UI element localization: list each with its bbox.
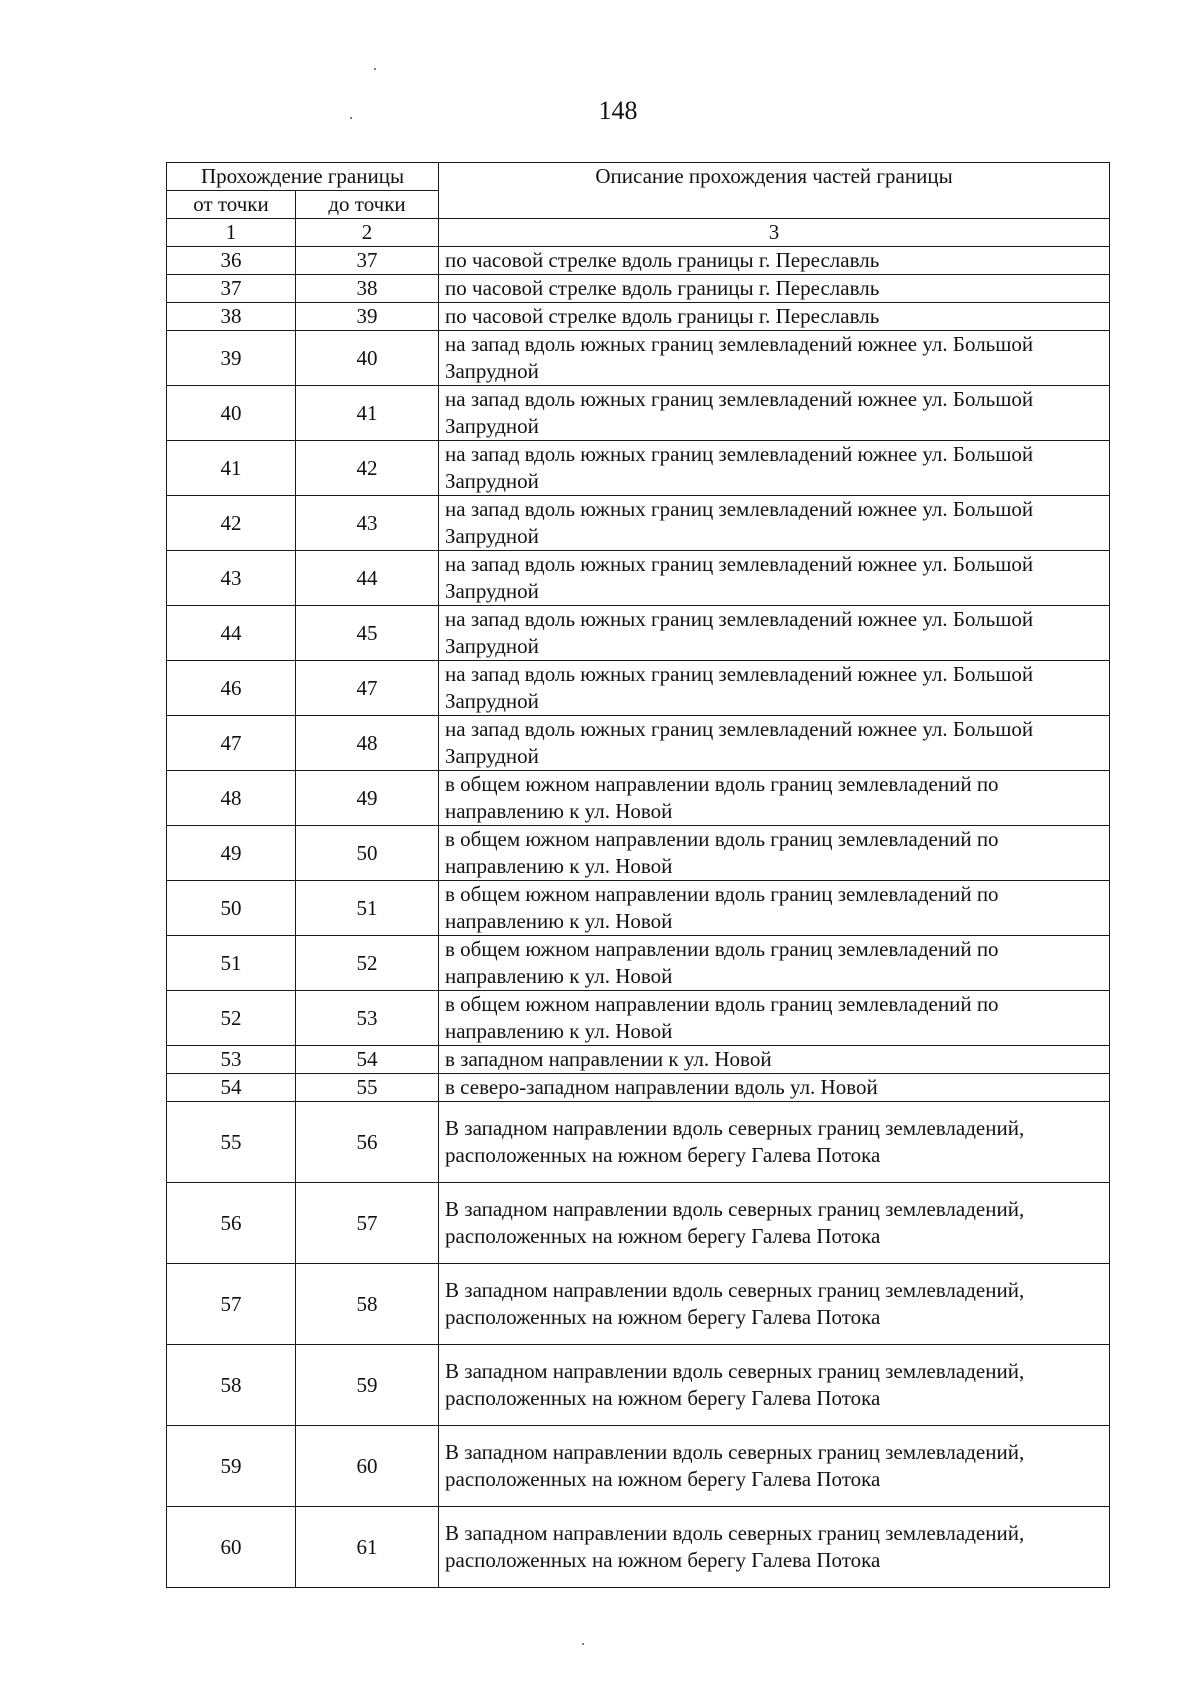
cell-to-point: 38	[296, 275, 439, 303]
table-row	[167, 991, 1110, 1046]
scan-speck	[374, 68, 376, 70]
cell-description: В западном направлении вдоль северных границ землевладений, расположенных на южном берегу Галева Потока	[439, 1507, 1110, 1588]
cell-description: в северо-западном направлении вдоль ул. Новой	[439, 1074, 1110, 1102]
table-row	[167, 441, 1110, 496]
table-row	[167, 1046, 1110, 1074]
cell-to-point: 52	[296, 936, 439, 991]
cell-description: по часовой стрелке вдоль границы г. Переславль	[439, 247, 1110, 275]
boundary-table	[166, 162, 1110, 1588]
cell-from-point: 58	[167, 1345, 296, 1426]
table-row	[167, 275, 1110, 303]
cell-from-point: 51	[167, 936, 296, 991]
cell-description: В западном направлении вдоль северных границ землевладений, расположенных на южном берегу Галева Потока	[439, 1345, 1110, 1426]
cell-from-point: 41	[167, 441, 296, 496]
cell-to-point: 59	[296, 1345, 439, 1426]
table-row	[167, 771, 1110, 826]
cell-description: по часовой стрелке вдоль границы г. Переславль	[439, 303, 1110, 331]
cell-from-point: 38	[167, 303, 296, 331]
cell-from-point: 56	[167, 1183, 296, 1264]
cell-from-point: 48	[167, 771, 296, 826]
cell-to-point: 54	[296, 1046, 439, 1074]
cell-from-point: 52	[167, 991, 296, 1046]
header-description: Описание прохождения частей границы	[439, 163, 1110, 219]
cell-description: В западном направлении вдоль северных границ землевладений, расположенных на южном берегу Галева Потока	[439, 1102, 1110, 1183]
cell-description: в общем южном направлении вдоль границ землевладений по направлению к ул. Новой	[439, 826, 1110, 881]
cell-to-point: 47	[296, 661, 439, 716]
column-index-3: 3	[439, 219, 1110, 247]
column-index-1: 1	[167, 219, 296, 247]
cell-from-point: 40	[167, 386, 296, 441]
cell-description: на запад вдоль южных границ землевладений южнее ул. Большой Запрудной	[439, 606, 1110, 661]
table-row	[167, 1426, 1110, 1507]
table-row	[167, 606, 1110, 661]
table-row	[167, 1102, 1110, 1183]
cell-to-point: 48	[296, 716, 439, 771]
table-row	[167, 1183, 1110, 1264]
page-number: 148	[598, 96, 638, 125]
cell-to-point: 43	[296, 496, 439, 551]
table-row	[167, 1507, 1110, 1588]
cell-description: на запад вдоль южных границ землевладений южнее ул. Большой Запрудной	[439, 331, 1110, 386]
cell-from-point: 59	[167, 1426, 296, 1507]
cell-from-point: 44	[167, 606, 296, 661]
cell-to-point: 60	[296, 1426, 439, 1507]
cell-to-point: 49	[296, 771, 439, 826]
cell-description: на запад вдоль южных границ землевладений южнее ул. Большой Запрудной	[439, 551, 1110, 606]
cell-description: по часовой стрелке вдоль границы г. Переславль	[439, 275, 1110, 303]
table-row	[167, 1264, 1110, 1345]
cell-description: в общем южном направлении вдоль границ землевладений по направлению к ул. Новой	[439, 936, 1110, 991]
cell-to-point: 58	[296, 1264, 439, 1345]
cell-to-point: 40	[296, 331, 439, 386]
cell-description: в общем южном направлении вдоль границ землевладений по направлению к ул. Новой	[439, 991, 1110, 1046]
cell-to-point: 56	[296, 1102, 439, 1183]
table-row	[167, 1345, 1110, 1426]
cell-description: на запад вдоль южных границ землевладений южнее ул. Большой Запрудной	[439, 496, 1110, 551]
cell-to-point: 37	[296, 247, 439, 275]
table-row	[167, 496, 1110, 551]
cell-from-point: 53	[167, 1046, 296, 1074]
cell-to-point: 51	[296, 881, 439, 936]
table-row	[167, 881, 1110, 936]
cell-from-point: 39	[167, 331, 296, 386]
cell-description: на запад вдоль южных границ землевладений южнее ул. Большой Запрудной	[439, 386, 1110, 441]
cell-description: в общем южном направлении вдоль границ землевладений по направлению к ул. Новой	[439, 881, 1110, 936]
cell-description: В западном направлении вдоль северных границ землевладений, расположенных на южном берегу Галева Потока	[439, 1183, 1110, 1264]
header-boundary-passage: Прохождение границы	[167, 163, 439, 191]
cell-from-point: 46	[167, 661, 296, 716]
cell-description: на запад вдоль южных границ землевладений южнее ул. Большой Запрудной	[439, 441, 1110, 496]
cell-description: В западном направлении вдоль северных границ землевладений, расположенных на южном берегу Галева Потока	[439, 1426, 1110, 1507]
table-row	[167, 551, 1110, 606]
cell-from-point: 42	[167, 496, 296, 551]
scan-speck	[350, 117, 352, 119]
cell-from-point: 54	[167, 1074, 296, 1102]
table-row	[167, 386, 1110, 441]
cell-to-point: 39	[296, 303, 439, 331]
cell-to-point: 55	[296, 1074, 439, 1102]
cell-description: В западном направлении вдоль северных границ землевладений, расположенных на южном берегу Галева Потока	[439, 1264, 1110, 1345]
table-row	[167, 1074, 1110, 1102]
cell-to-point: 44	[296, 551, 439, 606]
table-row	[167, 826, 1110, 881]
cell-from-point: 47	[167, 716, 296, 771]
cell-from-point: 50	[167, 881, 296, 936]
cell-from-point: 37	[167, 275, 296, 303]
cell-description: на запад вдоль южных границ землевладений южнее ул. Большой Запрудной	[439, 661, 1110, 716]
cell-description: в общем южном направлении вдоль границ землевладений по направлению к ул. Новой	[439, 771, 1110, 826]
table-row	[167, 331, 1110, 386]
cell-description: в западном направлении к ул. Новой	[439, 1046, 1110, 1074]
cell-from-point: 49	[167, 826, 296, 881]
table-body	[167, 247, 1110, 1588]
cell-from-point: 55	[167, 1102, 296, 1183]
column-index-2: 2	[296, 219, 439, 247]
cell-to-point: 53	[296, 991, 439, 1046]
table-header	[167, 163, 1110, 247]
cell-to-point: 42	[296, 441, 439, 496]
cell-from-point: 36	[167, 247, 296, 275]
table-row	[167, 303, 1110, 331]
header-to-point: до точки	[296, 191, 439, 219]
cell-to-point: 57	[296, 1183, 439, 1264]
cell-from-point: 60	[167, 1507, 296, 1588]
cell-to-point: 50	[296, 826, 439, 881]
cell-to-point: 61	[296, 1507, 439, 1588]
table-row	[167, 661, 1110, 716]
table-row	[167, 716, 1110, 771]
scan-speck	[582, 1643, 584, 1645]
table-row	[167, 247, 1110, 275]
header-from-point: от точки	[167, 191, 296, 219]
cell-to-point: 41	[296, 386, 439, 441]
cell-from-point: 43	[167, 551, 296, 606]
table-row	[167, 936, 1110, 991]
cell-description: на запад вдоль южных границ землевладений южнее ул. Большой Запрудной	[439, 716, 1110, 771]
cell-from-point: 57	[167, 1264, 296, 1345]
cell-to-point: 45	[296, 606, 439, 661]
